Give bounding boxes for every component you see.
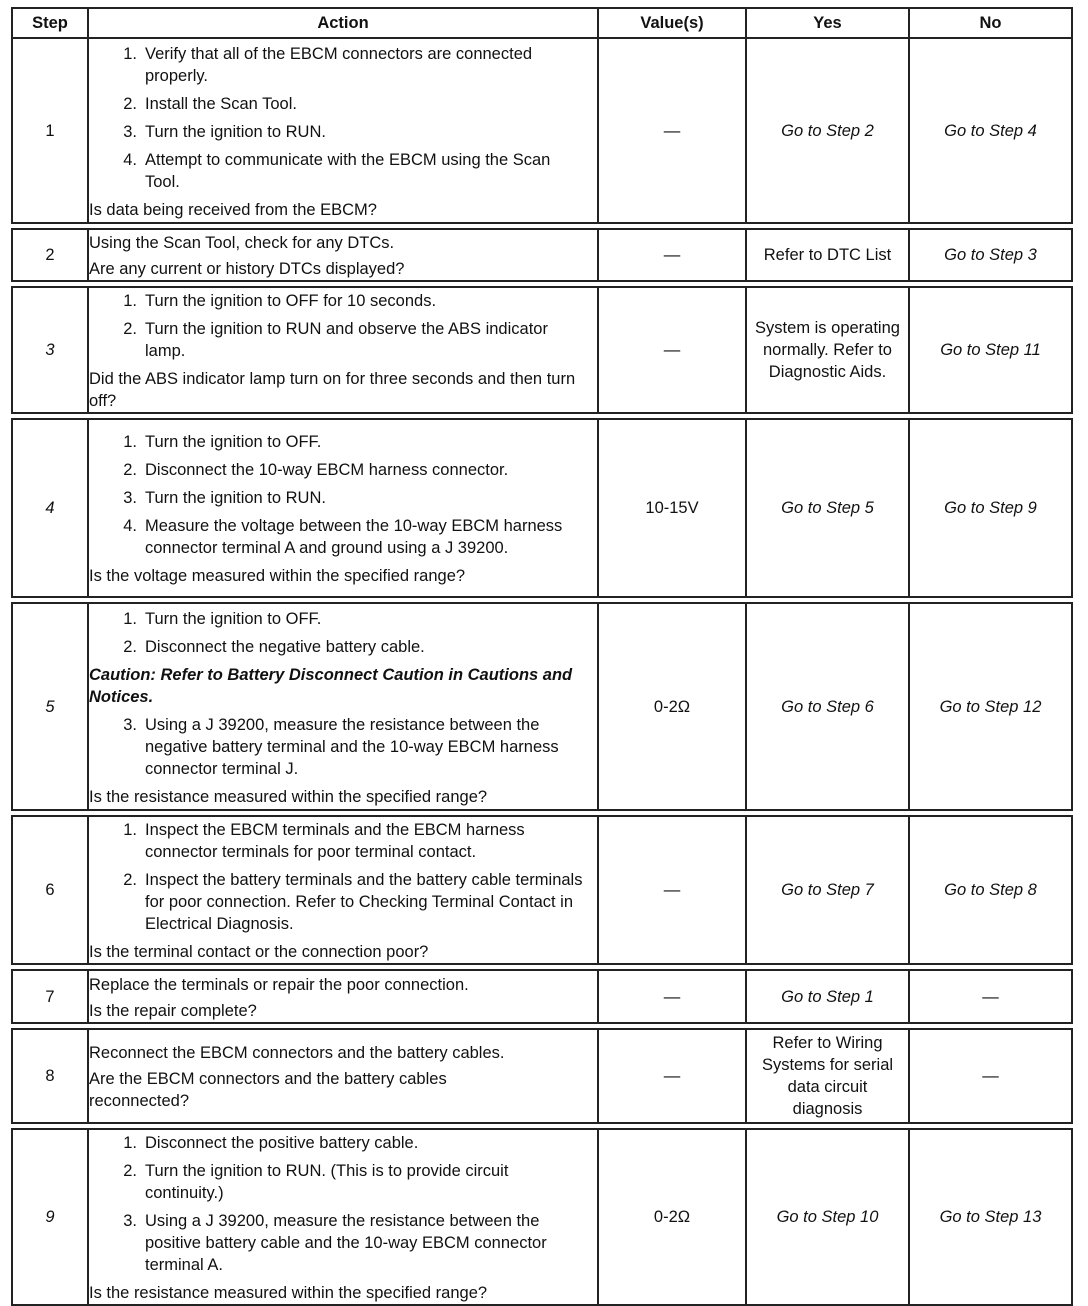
yes-cell: Go to Step 5	[746, 419, 909, 597]
diagnostic-table	[11, 7, 1073, 1306]
list-item: 1. Inspect the EBCM terminals and the EBCM harness connector terminals for poor terminal contact.	[123, 821, 525, 861]
yes-cell: Go to Step 6	[746, 603, 909, 810]
no-cell: Go to Step 8	[909, 816, 1072, 964]
list-item: 1. Turn the ignition to OFF for 10 seconds.	[123, 292, 437, 310]
action-cell	[88, 603, 598, 810]
no-cell: Go to Step 12	[909, 603, 1072, 810]
action-cell	[88, 816, 598, 964]
question-text: Is the terminal contact or the connection poor?	[89, 943, 429, 961]
value-cell: —	[598, 1029, 746, 1123]
step-number: 6	[12, 816, 88, 964]
step-number: 1	[12, 38, 88, 223]
action-cell	[88, 1029, 598, 1123]
header-value: Value(s)	[598, 8, 746, 38]
question-text: Is the resistance measured within the specified range?	[89, 1284, 488, 1302]
action-cell	[88, 1129, 598, 1305]
no-cell: —	[909, 1029, 1072, 1123]
list-item: 1. Turn the ignition to OFF.	[123, 609, 322, 628]
list-item: 3. Using a J 39200, measure the resistance between the positive battery cable and the 10-way EBCM connector terminal A.	[123, 1212, 547, 1274]
question-text: Is the repair complete?	[89, 1001, 257, 1020]
step-number: 9	[12, 1129, 88, 1305]
yes-cell: Refer to Wiring Systems for serial data circuit diagnosis	[746, 1029, 909, 1123]
question-text: Is the resistance measured within the specified range?	[89, 787, 488, 806]
list-item: 4. Measure the voltage between the 10-way EBCM harness connector terminal A and ground using a J 39200.	[123, 517, 563, 557]
step-number: 3	[12, 287, 88, 413]
no-cell: Go to Step 9	[909, 419, 1072, 597]
value-cell: —	[598, 287, 746, 413]
list-item: 2. Install the Scan Tool.	[123, 94, 297, 113]
yes-cell: System is operating normally. Refer to Diagnostic Aids.	[746, 287, 909, 413]
list-item: 1. Disconnect the positive battery cable.	[123, 1134, 419, 1152]
header-step: Step	[12, 8, 88, 38]
caution-note: Caution: Refer to Battery Disconnect Caution in Cautions and Notices.	[89, 665, 573, 706]
action-cell	[88, 419, 598, 597]
step-number: 7	[12, 970, 88, 1023]
header-row	[12, 8, 1072, 38]
no-cell: Go to Step 13	[909, 1129, 1072, 1305]
yes-cell: Go to Step 7	[746, 816, 909, 964]
list-item: 2. Disconnect the negative battery cable.	[123, 637, 425, 656]
table-row	[12, 38, 1072, 223]
list-item: 2. Turn the ignition to RUN and observe the ABS indicator lamp.	[123, 320, 548, 360]
table-row	[12, 603, 1072, 810]
value-cell: —	[598, 38, 746, 223]
yes-cell: Go to Step 1	[746, 970, 909, 1023]
list-item: 2. Turn the ignition to RUN. (This is to provide circuit continuity.)	[123, 1162, 509, 1202]
step-number: 8	[12, 1029, 88, 1123]
value-cell: 10-15V	[598, 419, 746, 597]
step-number: 2	[12, 229, 88, 281]
action-text: Using the Scan Tool, check for any DTCs.	[89, 234, 395, 252]
value-cell: —	[598, 816, 746, 964]
action-cell	[88, 229, 598, 281]
value-cell: 0-2Ω	[598, 1129, 746, 1305]
no-cell: Go to Step 4	[909, 38, 1072, 223]
header-yes: Yes	[746, 8, 909, 38]
list-item: 1. Verify that all of the EBCM connectors are connected properly.	[123, 44, 533, 85]
action-cell	[88, 970, 598, 1023]
value-cell: 0-2Ω	[598, 603, 746, 810]
yes-cell: Refer to DTC List	[746, 229, 909, 281]
question-text: Did the ABS indicator lamp turn on for three seconds and then turn off?	[89, 370, 576, 410]
action-cell	[88, 38, 598, 223]
no-cell: Go to Step 11	[909, 287, 1072, 413]
question-text: Are the EBCM connectors and the battery cables reconnected?	[89, 1070, 447, 1110]
table-row	[12, 1029, 1072, 1123]
header-no: No	[909, 8, 1072, 38]
list-item: 3. Turn the ignition to RUN.	[123, 489, 326, 507]
list-item: 2. Disconnect the 10-way EBCM harness connector.	[123, 461, 509, 479]
step-number: 5	[12, 603, 88, 810]
table-row	[12, 229, 1072, 281]
no-cell: Go to Step 3	[909, 229, 1072, 281]
question-text: Are any current or history DTCs displayed?	[89, 260, 405, 278]
value-cell: —	[598, 970, 746, 1023]
list-item: 1. Turn the ignition to OFF.	[123, 433, 322, 451]
table-row	[12, 419, 1072, 597]
table-row	[12, 970, 1072, 1023]
question-text: Is data being received from the EBCM?	[89, 200, 377, 219]
table-row	[12, 816, 1072, 964]
yes-cell: Go to Step 2	[746, 38, 909, 223]
action-text: Replace the terminals or repair the poor connection.	[89, 975, 469, 994]
action-cell	[88, 287, 598, 413]
step-number: 4	[12, 419, 88, 597]
list-item: 3. Using a J 39200, measure the resistance between the negative battery terminal and the 10-way EBCM harness connector terminal J.	[123, 715, 559, 778]
yes-cell: Go to Step 10	[746, 1129, 909, 1305]
question-text: Is the voltage measured within the specified range?	[89, 567, 466, 585]
list-item: 4. Attempt to communicate with the EBCM using the Scan Tool.	[123, 150, 551, 191]
action-text: Reconnect the EBCM connectors and the battery cables.	[89, 1044, 505, 1062]
list-item: 2. Inspect the battery terminals and the battery cable terminals for poor connection. Refer to Checking Terminal Contact in Electrical Diagnosis.	[123, 871, 583, 933]
list-item: 3. Turn the ignition to RUN.	[123, 122, 326, 141]
header-action: Action	[88, 8, 598, 38]
table-row	[12, 287, 1072, 413]
table-row	[12, 1129, 1072, 1305]
no-cell: —	[909, 970, 1072, 1023]
value-cell: —	[598, 229, 746, 281]
